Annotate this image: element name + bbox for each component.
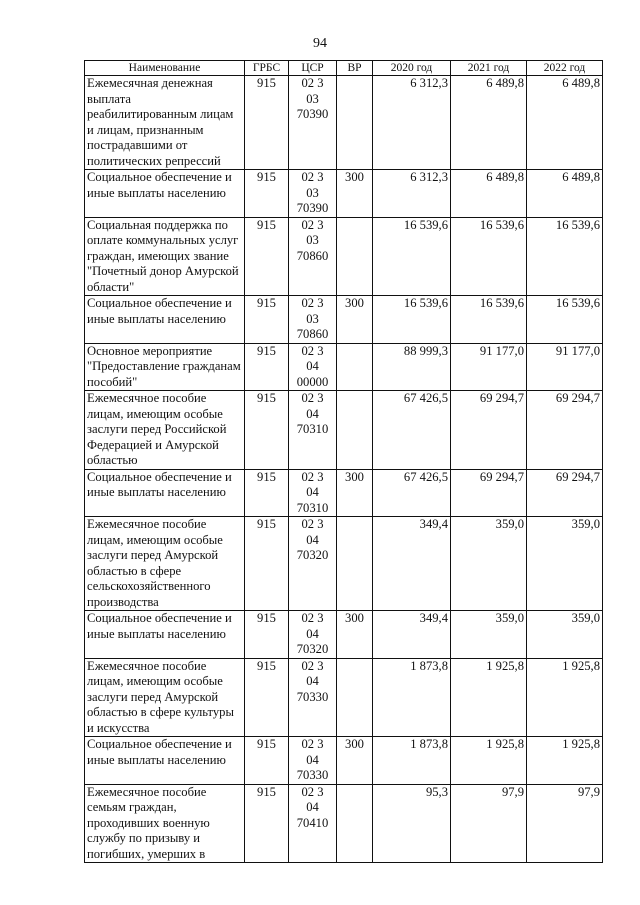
- cell-name: Социальное обеспечение и иные выплаты населению: [85, 170, 245, 218]
- cell-vr: [337, 343, 373, 391]
- cell-2020: 88 999,3: [373, 343, 451, 391]
- cell-2020: 16 539,6: [373, 296, 451, 344]
- cell-vr: 300: [337, 469, 373, 517]
- cell-grbs: 915: [245, 217, 289, 296]
- cell-csr: 02 3 03 70390: [289, 170, 337, 218]
- budget-table: [84, 60, 603, 863]
- cell-grbs: 915: [245, 737, 289, 785]
- cell-csr: 02 3 04 70330: [289, 737, 337, 785]
- cell-grbs: 915: [245, 343, 289, 391]
- header-2022: 2022 год: [527, 61, 603, 76]
- cell-2022: 97,9: [527, 784, 603, 863]
- cell-2022: 16 539,6: [527, 217, 603, 296]
- cell-name: Ежемесячное пособие лицам, имеющим особые заслуги перед Амурской областью в сфере культуры и искусства: [85, 658, 245, 737]
- cell-grbs: 915: [245, 469, 289, 517]
- cell-2021: 1 925,8: [451, 658, 527, 737]
- cell-2022: 69 294,7: [527, 469, 603, 517]
- cell-name: Социальное обеспечение и иные выплаты населению: [85, 737, 245, 785]
- cell-2022: 6 489,8: [527, 76, 603, 170]
- table-row: [85, 517, 603, 611]
- cell-2021: 359,0: [451, 611, 527, 659]
- header-csr: ЦСР: [289, 61, 337, 76]
- cell-vr: 300: [337, 611, 373, 659]
- cell-vr: [337, 517, 373, 611]
- cell-csr: 02 3 03 70860: [289, 217, 337, 296]
- cell-vr: [337, 217, 373, 296]
- cell-name: Ежемесячное пособие лицам, имеющим особые заслуги перед Российской Федерацией и Амурской областью: [85, 391, 245, 470]
- cell-name: Ежемесячная денежная выплата реабилитированным лицам и лицам, признанным пострадавшими от политических репрессий: [85, 76, 245, 170]
- header-2020: 2020 год: [373, 61, 451, 76]
- table-row: [85, 784, 603, 863]
- cell-2020: 349,4: [373, 611, 451, 659]
- cell-2020: 67 426,5: [373, 391, 451, 470]
- cell-name: Социальная поддержка по оплате коммунальных услуг граждан, имеющих звание "Почетный донор Амурской области": [85, 217, 245, 296]
- header-grbs: ГРБС: [245, 61, 289, 76]
- table-row: [85, 296, 603, 344]
- cell-grbs: 915: [245, 296, 289, 344]
- cell-name: Ежемесячное пособие лицам, имеющим особые заслуги перед Амурской областью в сфере сельскохозяйственного производства: [85, 517, 245, 611]
- cell-vr: [337, 76, 373, 170]
- cell-vr: [337, 658, 373, 737]
- cell-grbs: 915: [245, 658, 289, 737]
- cell-2021: 69 294,7: [451, 391, 527, 470]
- cell-2020: 95,3: [373, 784, 451, 863]
- cell-csr: 02 3 03 70860: [289, 296, 337, 344]
- cell-2021: 16 539,6: [451, 217, 527, 296]
- cell-2020: 1 873,8: [373, 658, 451, 737]
- cell-csr: 02 3 04 70310: [289, 469, 337, 517]
- cell-name: Социальное обеспечение и иные выплаты населению: [85, 296, 245, 344]
- cell-2021: 6 489,8: [451, 76, 527, 170]
- cell-2022: 16 539,6: [527, 296, 603, 344]
- cell-vr: 300: [337, 170, 373, 218]
- table-row: [85, 217, 603, 296]
- cell-csr: 02 3 04 70410: [289, 784, 337, 863]
- cell-2022: 359,0: [527, 517, 603, 611]
- cell-grbs: 915: [245, 611, 289, 659]
- cell-2022: 1 925,8: [527, 658, 603, 737]
- cell-vr: [337, 391, 373, 470]
- table-row: [85, 611, 603, 659]
- table-row: [85, 658, 603, 737]
- table-row: [85, 391, 603, 470]
- cell-2021: 359,0: [451, 517, 527, 611]
- cell-csr: 02 3 04 00000: [289, 343, 337, 391]
- page-number: 94: [313, 36, 327, 51]
- cell-csr: 02 3 04 70330: [289, 658, 337, 737]
- table-header-row: [85, 61, 603, 76]
- cell-name: Основное мероприятие "Предоставление гражданам пособий": [85, 343, 245, 391]
- cell-2022: 6 489,8: [527, 170, 603, 218]
- cell-vr: [337, 784, 373, 863]
- cell-2021: 91 177,0: [451, 343, 527, 391]
- cell-2020: 349,4: [373, 517, 451, 611]
- cell-2022: 91 177,0: [527, 343, 603, 391]
- header-vr: ВР: [337, 61, 373, 76]
- cell-2020: 6 312,3: [373, 76, 451, 170]
- cell-vr: 300: [337, 737, 373, 785]
- cell-2020: 1 873,8: [373, 737, 451, 785]
- cell-grbs: 915: [245, 76, 289, 170]
- table-row: [85, 343, 603, 391]
- table-row: [85, 469, 603, 517]
- cell-csr: 02 3 04 70320: [289, 517, 337, 611]
- cell-2022: 1 925,8: [527, 737, 603, 785]
- table-row: [85, 170, 603, 218]
- cell-2021: 69 294,7: [451, 469, 527, 517]
- cell-grbs: 915: [245, 391, 289, 470]
- cell-2022: 69 294,7: [527, 391, 603, 470]
- cell-2020: 6 312,3: [373, 170, 451, 218]
- cell-csr: 02 3 04 70320: [289, 611, 337, 659]
- cell-2021: 6 489,8: [451, 170, 527, 218]
- cell-name: Социальное обеспечение и иные выплаты населению: [85, 469, 245, 517]
- cell-2021: 16 539,6: [451, 296, 527, 344]
- cell-vr: 300: [337, 296, 373, 344]
- cell-grbs: 915: [245, 517, 289, 611]
- cell-2020: 16 539,6: [373, 217, 451, 296]
- cell-csr: 02 3 04 70310: [289, 391, 337, 470]
- cell-2020: 67 426,5: [373, 469, 451, 517]
- cell-2021: 1 925,8: [451, 737, 527, 785]
- table-row: [85, 737, 603, 785]
- cell-csr: 02 3 03 70390: [289, 76, 337, 170]
- cell-2021: 97,9: [451, 784, 527, 863]
- header-2021: 2021 год: [451, 61, 527, 76]
- cell-grbs: 915: [245, 784, 289, 863]
- table-row: [85, 76, 603, 170]
- cell-2022: 359,0: [527, 611, 603, 659]
- cell-grbs: 915: [245, 170, 289, 218]
- cell-name: Социальное обеспечение и иные выплаты населению: [85, 611, 245, 659]
- cell-name: Ежемесячное пособие семьям граждан, проходивших военную службу по призыву и погибших, умерших в: [85, 784, 245, 863]
- table-body: [85, 76, 603, 863]
- header-name: Наименование: [85, 61, 245, 76]
